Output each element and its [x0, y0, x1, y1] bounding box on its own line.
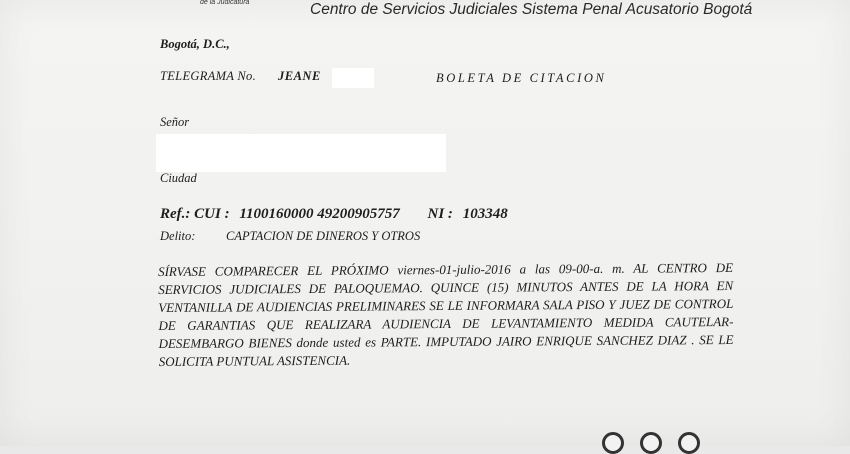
city-label: Ciudad: [160, 171, 197, 185]
telegram-number: JEANE: [278, 69, 321, 83]
cui-number: 1100160000 49200905757: [239, 206, 400, 222]
seal-icon: [678, 432, 700, 454]
crime-label: Delito:: [160, 229, 196, 243]
page-header: Centro de Servicios Judiciales Sistema Penal Acusatorio Bogotá: [310, 1, 753, 18]
recipient-label: Señor: [160, 115, 190, 129]
seal-icon: [602, 432, 624, 454]
document-city: Bogotá, D.C.,: [160, 37, 230, 51]
crime-value: CAPTACION DE DINEROS Y OTROS: [226, 229, 421, 243]
summons-body: SÍRVASE COMPARECER EL PRÓXIMO viernes-01-julio-2016 a las 09-00-a. m. AL CENTRO DE SERVICIOS JUDICIALES DE PALOQUEMAO. QUINCE (15) MINUTOS ANTES DE LA HORA EN VENTANILLA DE AUDIENCIAS PRELIMINARES SE LE INFORMARA SALA PISO Y JUEZ DE CONTROL DE GARANTIAS QUE REALIZARA AUDIENCIA DE LEVANTAMIENTO MEDIDA CAUTELAR-DESEMBARGO BIENES donde usted es PARTE. IMPUTADO JAIRO ENRIQUE SANCHEZ DIAZ . SE LE SOLICITA PUNTUAL ASISTENCIA.: [158, 259, 734, 369]
redacted-telegram-number: [332, 68, 374, 88]
telegram-label: TELEGRAMA No.: [160, 69, 257, 83]
ref-label: Ref.: CUI :: [160, 206, 230, 222]
logo-caption: de la Judicatura: [200, 0, 250, 6]
redacted-recipient-name: [156, 134, 446, 172]
ni-label: NI :: [427, 206, 453, 222]
ni-number: 103348: [462, 206, 508, 222]
reference-row: [160, 206, 514, 223]
document-type: BOLETA DE CITACION: [436, 71, 607, 85]
seal-icon: [640, 432, 662, 454]
